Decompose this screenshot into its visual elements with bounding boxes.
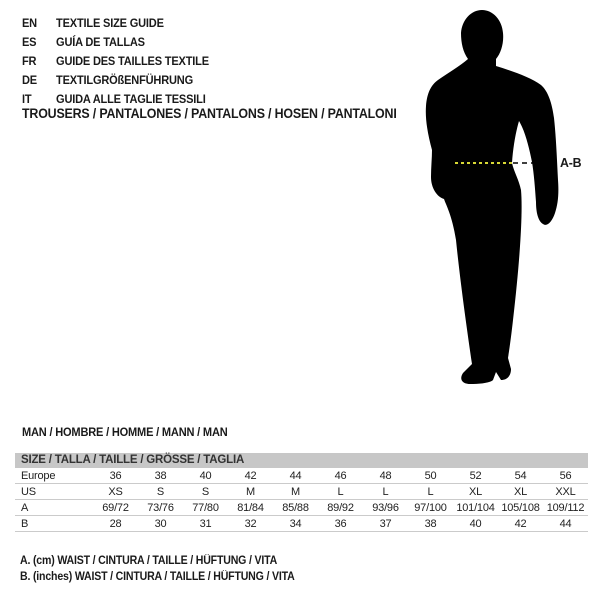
language-guide-row [22,51,209,70]
size-value: 73/76 [147,501,174,514]
language-code: FR [22,53,37,68]
size-table-row [15,468,588,484]
size-value: 81/84 [237,501,264,514]
size-table-row [15,484,588,500]
size-value: M [246,485,255,498]
size-value: 40 [199,469,212,482]
man-silhouette [426,10,559,384]
size-value: 38 [154,469,167,482]
size-value: XL [468,485,483,498]
size-value: 42 [514,517,527,530]
category-title: TROUSERS / PANTALONES / PANTALONS / HOSEN / PANTALONI [22,106,397,121]
language-code: ES [22,34,37,49]
language-code: IT [22,91,32,106]
size-value: 28 [109,517,122,530]
row-label: US [21,485,36,498]
size-value: 34 [289,517,302,530]
size-value: 32 [244,517,257,530]
size-value: 97/100 [414,501,447,514]
measurement-note: B. (inches) WAIST / CINTURA / TAILLE / HÜFTUNG / VITA [20,570,295,583]
size-value: 36 [109,469,122,482]
size-value: 77/80 [192,501,219,514]
measurement-note: A. (cm) WAIST / CINTURA / TAILLE / HÜFTUNG / VITA [20,555,278,567]
row-label: A [21,501,29,514]
measure-label: A-B [560,155,582,170]
language-guide-label: GUIDA ALLE TAGLIE TESSILI [56,91,206,106]
size-table-body [15,468,588,532]
size-value: 50 [424,469,437,482]
size-value: 42 [244,469,257,482]
size-value: 89/92 [327,501,354,514]
language-code: DE [22,72,37,87]
size-value: 105/108 [501,501,540,514]
size-value: 101/104 [456,501,495,514]
size-value: 85/88 [282,501,309,514]
size-value: 56 [559,469,572,482]
size-value: 54 [514,469,527,482]
language-guide-label: GUIDE DES TAILLES TEXTILE [56,53,209,68]
size-table [15,453,588,532]
size-value: S [156,485,165,498]
size-value: 38 [424,517,437,530]
language-guide-row [22,32,209,51]
row-label: B [21,517,29,530]
size-value: L [382,485,389,498]
size-value: 93/96 [372,501,399,514]
language-guide-row [22,13,209,32]
man-silhouette-figure [400,0,600,410]
size-value: 109/112 [546,501,585,514]
language-guide-label: TEXTILE SIZE GUIDE [56,15,164,30]
row-label: Europe [21,469,56,482]
language-guide-row [22,70,209,89]
size-value: 46 [334,469,347,482]
language-code: EN [22,15,37,30]
size-value: 30 [154,517,167,530]
size-value: S [201,485,210,498]
size-value: XXL [555,485,576,498]
size-value: L [337,485,344,498]
size-value: 36 [334,517,347,530]
size-value: L [427,485,434,498]
size-table-row [15,516,588,532]
size-value: XS [108,485,123,498]
size-value: 37 [379,517,392,530]
size-value: 40 [469,517,482,530]
size-value: XL [513,485,528,498]
language-guide-label: GUÍA DE TALLAS [56,34,145,49]
language-guide-label: TEXTILGRÖßENFÜHRUNG [56,72,194,87]
measurement-notes [20,554,318,585]
size-table-row [15,500,588,516]
size-value: 48 [379,469,392,482]
size-value: 69/72 [102,501,129,514]
size-value: M [291,485,300,498]
gender-title: MAN / HOMBRE / HOMME / MANN / MAN [22,425,228,439]
size-table-header: SIZE / TALLA / TAILLE / GRÖSSE / TAGLIA [15,453,588,468]
size-value: 31 [199,517,212,530]
size-value: 44 [559,517,572,530]
language-guide [22,13,209,108]
size-value: 52 [469,469,482,482]
size-value: 44 [289,469,302,482]
